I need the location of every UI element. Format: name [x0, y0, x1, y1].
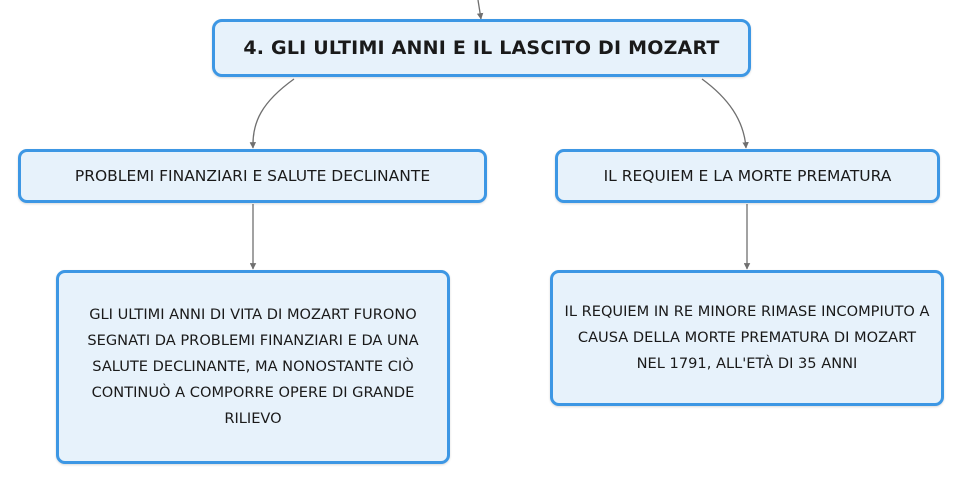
detail-financial-health[interactable]: [56, 270, 450, 464]
detail-requiem-death[interactable]: [550, 270, 944, 406]
detail-financial-health-text: GLI ULTIMI ANNI DI VITA DI MOZART FURONO SEGNATI DA PROBLEMI FINANZIARI E DA UNA SALUTE DECLINANTE, MA NONOSTANTE CIÒ CONTINUÒ A COMPORRE OPERE DI GRANDE RILIEVO: [87, 306, 419, 427]
subtopic-financial-health[interactable]: [18, 149, 487, 203]
subtopic-requiem-death[interactable]: [555, 149, 940, 203]
subtopic-financial-health-label: PROBLEMI FINANZIARI E SALUTE DECLINANTE: [74, 167, 431, 185]
central-topic[interactable]: [212, 19, 751, 77]
connector-from-parent: [478, 0, 481, 19]
connector-title-to-right: [702, 79, 746, 148]
subtopic-requiem-death-label: IL REQUIEM E LA MORTE PREMATURA: [603, 167, 892, 185]
connector-title-to-left: [253, 79, 294, 148]
central-topic-label: 4. GLI ULTIMI ANNI E IL LASCITO DI MOZART: [243, 37, 720, 59]
detail-requiem-death-text: IL REQUIEM IN RE MINORE RIMASE INCOMPIUTO A CAUSA DELLA MORTE PREMATURA DI MOZART NEL 1791, ALL'ETÀ DI 35 ANNI: [564, 303, 930, 372]
